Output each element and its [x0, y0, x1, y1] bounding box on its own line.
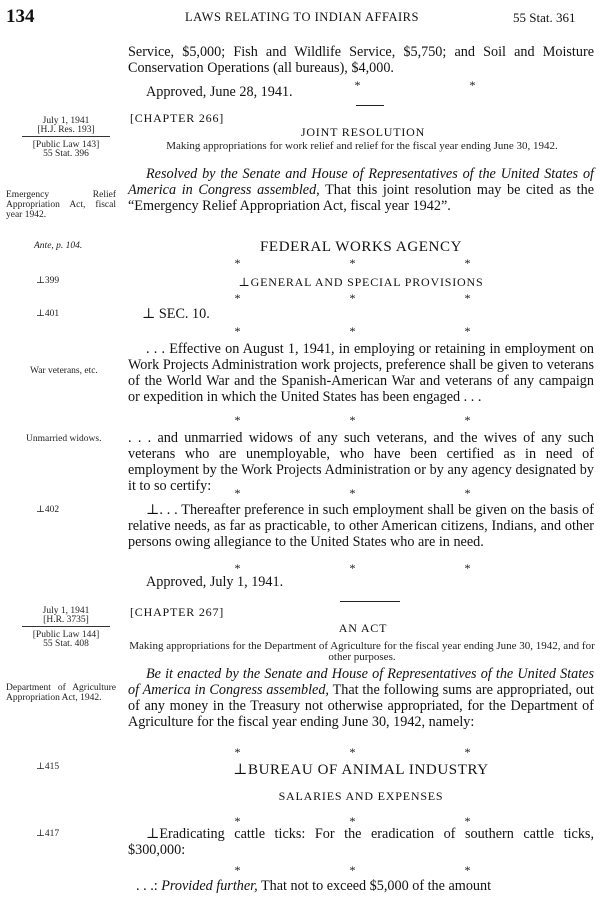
margin-page-401: ⊥401 — [36, 309, 60, 319]
chapter-number: [CHAPTER 266] — [130, 111, 225, 125]
document-type: AN ACT — [338, 621, 388, 635]
margin-resolution-number: [H.J. Res. 193] — [22, 125, 110, 137]
act-description: Making appropriations for the Department of Agriculture for the fiscal year ending June 30, 1942, and for other purposes. — [129, 640, 595, 663]
margin-statute: 55 Stat. 396 — [43, 149, 89, 159]
statute-reference: 55 Stat. 361 — [513, 10, 576, 25]
margin-date: July 1, 1941 — [42, 116, 90, 126]
section-stars: * * * — [234, 291, 471, 305]
margin-page-417: ⊥417 — [36, 829, 60, 839]
salaries-heading: SALARIES AND EXPENSES — [278, 789, 444, 803]
section-stars: * * * — [234, 486, 471, 500]
carryover-paragraph: Service, $5,000; Fish and Wildlife Service, $5,750; and Soil and Moisture Conservation Operations (all bureaus), $4,000. — [128, 44, 594, 76]
chapter-number: [CHAPTER 267] — [130, 605, 225, 619]
document-type: JOINT RESOLUTION — [300, 125, 426, 139]
section-stars: * * * — [234, 863, 471, 877]
margin-unmarried-widows: Unmarried widows. — [26, 434, 102, 444]
divider — [340, 601, 400, 602]
margin-dept-agriculture: Department of Agriculture Appropriation Act, 1942. — [6, 683, 116, 703]
enacting-clause: Be it enacted by the Senate and House of Representatives of the United States of America in Congress assembled, That the following sums are appropriated, out of any money in the Treasury not otherwise appropriated, for the Department of Agriculture for the fiscal year ending June 30, 1942, namely: — [128, 666, 594, 730]
resolving-clause: Resolved by the Senate and House of Representatives of the United States of America in Congress assembled, That this joint resolution may be cited as the “Emergency Relief Appropriation Act, fiscal year 1942”. — [128, 166, 594, 214]
resolution-description: Making appropriations for work relief and relief for the fiscal year ending June 30, 1942. — [166, 140, 558, 152]
general-provisions-heading: ⊥GENERAL AND SPECIAL PROVISIONS — [238, 275, 484, 289]
page-number: 134 — [6, 6, 35, 27]
margin-page-415: ⊥415 — [36, 762, 60, 772]
divider — [356, 105, 384, 106]
section-stars: * * * — [234, 561, 471, 575]
bureau-heading: ⊥BUREAU OF ANIMAL INDUSTRY — [233, 762, 489, 778]
section-stars: * * * — [234, 413, 471, 427]
margin-ante-reference: Ante, p. 104. — [34, 241, 83, 251]
margin-page-402: ⊥402 — [36, 505, 60, 515]
margin-public-law: [Public Law 143] — [32, 140, 100, 150]
margin-date: July 1, 1941 — [42, 606, 90, 616]
margin-short-title: Emergency Relief Appropriation Act, fiscal year 1942. — [6, 190, 116, 220]
margin-public-law: [Public Law 144] — [32, 630, 100, 640]
section-stars: * * — [354, 78, 476, 92]
veterans-preference-paragraph: . . . Effective on August 1, 1941, in employing or retaining in employment on Work Projects Administration work projects, preference shall be given to veterans of the World War and the Spanish-American War and veterans of any campaign or expedition in which the United States has been engaged . . . — [128, 341, 594, 405]
section-stars: * * * — [234, 324, 471, 338]
margin-page-399: ⊥399 — [36, 276, 60, 286]
approved-july-1: Approved, July 1, 1941. — [146, 574, 284, 590]
section-10: ⊥ SEC. 10. — [142, 306, 210, 322]
approved-june-28: Approved, June 28, 1941. — [146, 84, 293, 100]
proviso-paragraph: . . .: Provided further, That not to exceed $5,000 of the amount — [136, 878, 492, 894]
section-stars: * * * — [234, 814, 471, 828]
widows-paragraph: . . . and unmarried widows of any such veterans, and the wives of any such veterans who are unemployable, who have been certified as in need of employment by the Work Projects Administration or by any agency designated by it to so certify: — [128, 430, 594, 494]
running-title: LAWS RELATING TO INDIAN AFFAIRS — [185, 10, 419, 24]
margin-war-veterans: War veterans, etc. — [30, 366, 98, 376]
margin-statute: 55 Stat. 408 — [43, 639, 89, 649]
relative-needs-paragraph: ⊥. . . Thereafter preference in such employment shall be given on the basis of relative needs, as far as practicable, to other American citizens, Indians, and other persons owing allegiance to the United States who are in need. — [128, 502, 594, 550]
section-stars: * * * — [234, 745, 471, 759]
section-stars: * * * — [234, 256, 471, 270]
margin-bill-number: [H.R. 3735] — [22, 615, 110, 627]
agency-heading: FEDERAL WORKS AGENCY — [259, 239, 462, 255]
cattle-ticks-paragraph: ⊥Eradicating cattle ticks: For the eradication of southern cattle ticks, $300,000: — [128, 826, 594, 858]
